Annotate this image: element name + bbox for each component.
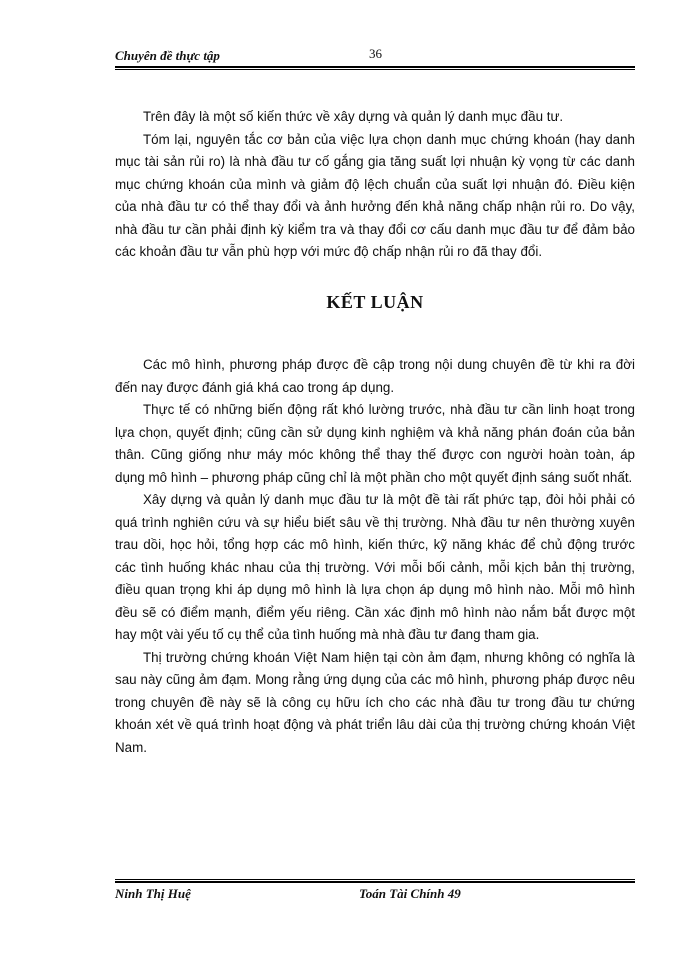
author-name: Ninh Thị Huệ	[115, 886, 191, 901]
conclusion-paragraph: Xây dựng và quản lý danh mục đầu tư là một đề tài rất phức tạp, đòi hỏi phải có quá trình nghiên cứu và sự hiểu biết sâu về thị trường. Nhà đầu tư nên thường xuyên trau dồi, học hỏi, tổng hợp các mô hình, kiến thức, kỹ năng khác để chủ động trước các tình huống khác nhau của thị trường. Với mỗi bối cảnh, mỗi kịch bản thị trường, điều quan trọng khi áp dụng mô hình là lựa chọn áp dụng mô hình nào. Mỗi mô hình đều sẽ có điểm mạnh, điểm yếu riêng. Cần xác định mô hình nào nắm bắt được một hay một vài yếu tố cụ thể của tình huống mà nhà đầu tư đang tham gia.	[115, 492, 635, 642]
header-rule-thin	[115, 69, 635, 70]
class-name: Toán Tài Chính 49	[359, 886, 461, 901]
conclusion-paragraph: Các mô hình, phương pháp được đề cập trong nội dung chuyên đề từ khi ra đời đến nay được đánh giá khá cao trong áp dụng.	[115, 357, 635, 395]
footer-rule-thick	[115, 881, 635, 883]
page-header	[115, 44, 635, 66]
page-footer	[115, 886, 635, 906]
header-rule-thick	[115, 66, 635, 68]
conclusion-text	[115, 354, 635, 759]
intro-paragraph: Tóm lại, nguyên tắc cơ bản của việc lựa chọn danh mục chứng khoán (hay danh mục tài sản rủi ro) là nhà đầu tư cố gắng gia tăng suất lợi nhuận kỳ vọng từ các danh mục chứng khoán của mình và giảm độ lệch chuẩn của suất lợi nhuận đó. Điều kiện của nhà đầu tư có thể thay đổi và ảnh hưởng đến khả năng chấp nhận rủi ro. Do vậy, nhà đầu tư cần phải định kỳ kiểm tra và thay đổi cơ cấu danh mục đầu tư để đảm bảo các khoản đầu tư vẫn phù hợp với mức độ chấp nhận rủi ro đã thay đổi.	[115, 131, 635, 259]
conclusion-paragraph: Thị trường chứng khoán Việt Nam hiện tại còn ảm đạm, nhưng không có nghĩa là sau này cũng ảm đạm. Mong rằng ứng dụng của các mô hình, phương pháp được nêu trong chuyên đề này sẽ là công cụ hữu ích cho các nhà đầu tư trong đầu tư chứng khoán xét về quá trình hoạt động và phát triển lâu dài của thị trường chứng khoán Việt Nam.	[115, 649, 635, 755]
document-title: Chuyên đề thực tập	[115, 48, 220, 63]
footer-rule-thin	[115, 879, 635, 880]
intro-text	[115, 106, 635, 264]
page-number: 36	[369, 46, 382, 61]
conclusion-paragraph: Thực tế có những biến động rất khó lường trước, nhà đầu tư cần linh hoạt trong lựa chọn, quyết định; cũng cần sử dụng kinh nghiệm và khả năng phán đoán của bản thân. Cũng giống như máy móc không thể thay thế được con người hoàn toàn, áp dụng mô hình – phương pháp cũng chỉ là một phần cho một quyết định sáng suốt nhất.	[115, 402, 635, 485]
intro-paragraph: Trên đây là một số kiến thức về xây dựng và quản lý danh mục đầu tư.	[143, 109, 564, 124]
section-heading: KẾT LUẬN	[326, 292, 424, 312]
